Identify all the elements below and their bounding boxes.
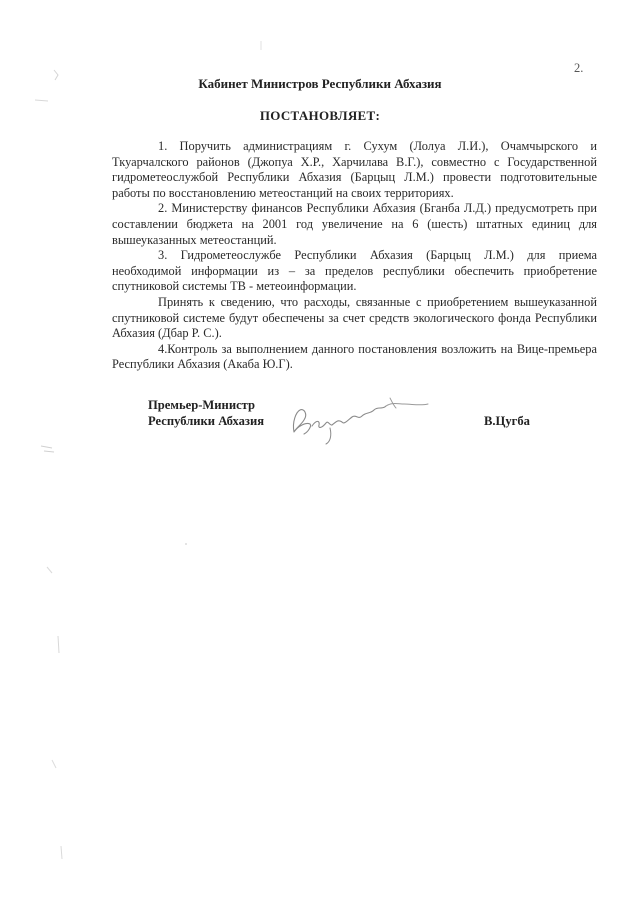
- resolution-body: [112, 139, 597, 373]
- issuer-heading: Кабинет Министров Республики Абхазия: [198, 76, 442, 91]
- paragraph-3: 3. Гидрометеослужбе Республики Абхазия (Барцыц Л.М.) для приема необходимой информации из – за пределов республики обеспечить приобретение спутниковой системы ТВ - метеоинформации.: [112, 248, 597, 294]
- signatory-name: В.Цугба: [484, 414, 530, 428]
- scan-mark: [40, 444, 56, 454]
- signatory-title-line2: Республики Абхазия: [148, 413, 265, 428]
- paragraph-1: 1. Поручить администрациям г. Сухум (Лолуа Л.И.), Очамчырского и Ткуарчалского районов (Джопуа Х.Р., Харчилава В.Г.), совместно с Государственной гидрометеослужбой Республики Абхазия (Барцыц Л.М.) провести подготовительные работы по восстановлению метеостанций на своих территориях.: [112, 139, 597, 200]
- paragraph-4: 4.Контроль за выполнением данного постановления возложить на Вице-премьера Республики Абхазия (Акаба Ю.Г).: [112, 341, 597, 372]
- scan-mark: [52, 68, 64, 82]
- scan-mark: [258, 40, 264, 52]
- handwritten-signature: [286, 392, 436, 447]
- signatory-title-line1: Премьер-Министр: [148, 398, 256, 412]
- scan-mark: [182, 540, 190, 548]
- scan-mark: [34, 96, 50, 104]
- scan-mark: [45, 565, 55, 575]
- scan-mark: [50, 758, 60, 770]
- paragraph-2: 2. Министерству финансов Республики Абхазия (Бганба Л.Д.) предусмотреть при составлении бюджета на 2001 год увеличение на 6 (шесть) штатных единиц для вышеуказанных метеостанций.: [112, 201, 597, 247]
- resolves-heading: ПОСТАНОВЛЯЕТ:: [259, 108, 381, 123]
- signatory-title: [148, 398, 264, 429]
- page-number: 2.: [574, 61, 584, 75]
- scan-mark: [55, 635, 63, 655]
- paragraph-3-note: Принять к сведению, что расходы, связанные с приобретением вышеуказанной спутниковой системе будут обеспечены за счет средств экологического фонда Республики Абхазия (Дбар Р. С.).: [112, 294, 597, 341]
- scan-mark: [58, 845, 66, 861]
